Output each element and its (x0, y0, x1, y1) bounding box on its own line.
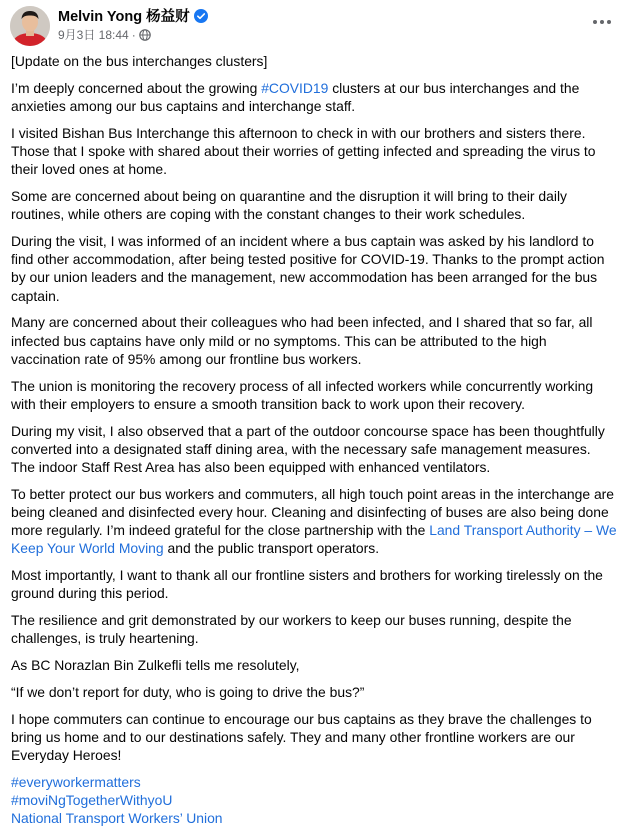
paragraph-text: and the public transport operators. (163, 540, 380, 557)
more-dot-icon (607, 20, 611, 24)
paragraph: The resilience and grit demonstrated by our workers to keep our buses running, despite the challenges, is truly heartening. (11, 612, 572, 647)
ntwu-page-link[interactable]: National Transport Workers’ Union (11, 810, 223, 827)
paragraph: Some are concerned about being on quarantine and the disruption it will bring to their daily routines, while others are coping with the constant changes to their work schedules. (11, 188, 567, 223)
post-meta (58, 26, 151, 43)
paragraph: During the visit, I was informed of an incident where a bus captain was asked by his landlord to find other accommodation, after being tested positive for COVID-19. Thanks to the prompt action by our union leaders and the management, new accommodation has been arranged for the bus captain. (11, 233, 605, 304)
post-timestamp[interactable]: 9月3日 18:44 (58, 28, 129, 42)
hashtag-movingtogetherwithyou-link[interactable]: #moviNgTogetherWithyoU (11, 792, 173, 809)
paragraph-text: clusters at our bus interchanges and the anxieties among our bus captains and interchange staff. (11, 79, 580, 114)
post-title: [Update on the bus interchanges clusters] (11, 53, 268, 69)
paragraph-text: To better protect our bus workers and commuters, all high touch point areas in the interchange are being cleaned and disinfected every hour. Cleaning and disinfecting of buses are also being done more regularly. I’m indeed grateful for the close partnership with the (11, 485, 615, 539)
lta-page-link[interactable]: Land Transport Authority – We Keep Your World Moving (11, 522, 617, 557)
more-options-button[interactable] (590, 10, 614, 34)
author-name[interactable] (58, 5, 208, 26)
avatar[interactable] (10, 6, 50, 46)
more-dot-icon (593, 20, 597, 24)
author-name-text[interactable]: Melvin Yong 杨益财 (58, 9, 190, 25)
paragraph: I visited Bishan Bus Interchange this afternoon to check in with our brothers and sisters there. Those that I spoke with shared about their worries of getting infected and spreading the virus to their loved ones at home. (11, 124, 596, 178)
paragraph: I hope commuters can continue to encourage our bus captains as they brave the challenges to bring us home and to our destinations safely. They and many other frontline workers are our Everyday Heroes! (11, 710, 592, 764)
paragraph: The union is monitoring the recovery process of all infected workers while concurrently working with their employers to ensure a smooth transition back to work upon their recovery. (11, 377, 594, 412)
paragraph: Many are concerned about their colleagues who had been infected, and I shared that so far, all infected bus captains have only mild or no symptoms. This can be attributed to the high vaccination rate of 95% among our frontline bus workers. (11, 314, 593, 367)
verified-badge-icon (194, 9, 208, 23)
hashtag-covid19-link[interactable]: #COVID19 (261, 79, 329, 96)
hashtags (11, 773, 617, 828)
paragraph (11, 485, 617, 558)
hashtag-everyworkermatters-link[interactable]: #everyworkermatters (11, 774, 141, 791)
meta-separator: · (131, 28, 136, 42)
avatar-image (10, 6, 50, 46)
paragraph (11, 79, 617, 115)
paragraph: During my visit, I also observed that a part of the outdoor concourse space has been thoughtfully converted into a designated staff dining area, with the necessary safe management measures. The indoor Staff Rest Area has also been equipped with enhanced ventilators. (11, 422, 605, 476)
paragraph-text: I’m deeply concerned about the growing (11, 79, 262, 96)
globe-icon[interactable] (139, 29, 151, 41)
more-dot-icon (600, 20, 604, 24)
paragraph: As BC Norazlan Bin Zulkefli tells me resolutely, (11, 657, 300, 674)
paragraph: Most importantly, I want to thank all our frontline sisters and brothers for working tirelessly on the ground during this period. (11, 567, 603, 602)
quote-paragraph: “If we don’t report for duty, who is going to drive the bus?” (11, 684, 365, 701)
post-body (11, 52, 617, 828)
post-header (0, 0, 626, 52)
